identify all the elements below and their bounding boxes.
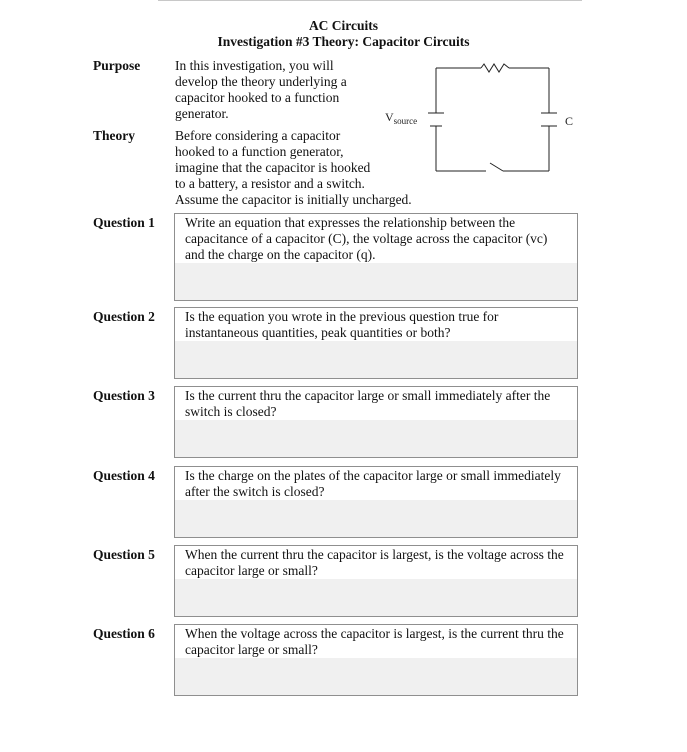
question-line: Is the current thru the capacitor large or small immediately after the xyxy=(185,388,551,403)
question-4-text xyxy=(175,467,577,500)
question-3-label: Question 3 xyxy=(93,388,155,403)
question-4-answer-box[interactable] xyxy=(174,466,578,538)
question-line: When the voltage across the capacitor is largest, is the current thru the xyxy=(185,626,564,641)
purpose-line: generator. xyxy=(175,106,229,121)
question-3-answer-box[interactable] xyxy=(174,386,578,458)
question-2-label: Question 2 xyxy=(93,309,155,324)
resistor xyxy=(481,64,509,72)
question-3-text xyxy=(175,387,577,420)
question-2-answer-box[interactable] xyxy=(174,307,578,379)
question-5-text xyxy=(175,546,577,579)
question-line: capacitor large or small? xyxy=(185,642,318,657)
question-1-answer-box[interactable] xyxy=(174,213,578,301)
question-line: switch is closed? xyxy=(185,404,277,419)
page-title: AC Circuits xyxy=(308,18,379,33)
theory-label: Theory xyxy=(93,128,135,143)
question-6-answer-box[interactable] xyxy=(174,624,578,696)
source-label: $V_{source}$ xyxy=(385,110,418,126)
theory-line: Before considering a capacitor xyxy=(175,128,341,143)
question-1-label: Question 1 xyxy=(93,215,155,230)
purpose-line: develop the theory underlying a xyxy=(175,74,347,89)
theory-line: Assume the capacitor is initially uncharged. xyxy=(175,192,412,207)
purpose-line: capacitor hooked to a function xyxy=(175,90,340,105)
capacitor-label: C xyxy=(565,114,574,128)
theory-line: hooked to a function generator, xyxy=(175,144,344,159)
question-line: Is the charge on the plates of the capacitor large or small immediately xyxy=(185,468,561,483)
purpose-line: In this investigation, you will xyxy=(175,58,334,73)
page-subtitle: Investigation #3 Theory: Capacitor Circuits xyxy=(217,34,470,49)
question-6-label: Question 6 xyxy=(93,626,155,641)
question-line: after the switch is closed? xyxy=(185,484,325,499)
switch-blade xyxy=(490,163,503,171)
question-5-answer-box[interactable] xyxy=(174,545,578,617)
question-5-label: Question 5 xyxy=(93,547,155,562)
question-line: Write an equation that expresses the relationship between the xyxy=(185,215,516,230)
theory-line: to a battery, a resistor and a switch. xyxy=(175,176,365,191)
question-4-label: Question 4 xyxy=(93,468,155,483)
theory-line: imagine that the capacitor is hooked xyxy=(175,160,371,175)
question-line: When the current thru the capacitor is largest, is the voltage across the xyxy=(185,547,564,562)
question-line: capacitance of a capacitor (C), the voltage across the capacitor (vc) xyxy=(185,231,548,246)
question-line: and the charge on the capacitor (q). xyxy=(185,247,376,262)
question-6-text xyxy=(175,625,577,658)
question-line: instantaneous quantities, peak quantities or both? xyxy=(185,325,451,340)
purpose-label: Purpose xyxy=(93,58,141,73)
question-line: capacitor large or small? xyxy=(185,563,318,578)
question-2-text xyxy=(175,308,577,341)
question-line: Is the equation you wrote in the previous question true for xyxy=(185,309,499,324)
question-1-text xyxy=(175,214,577,263)
